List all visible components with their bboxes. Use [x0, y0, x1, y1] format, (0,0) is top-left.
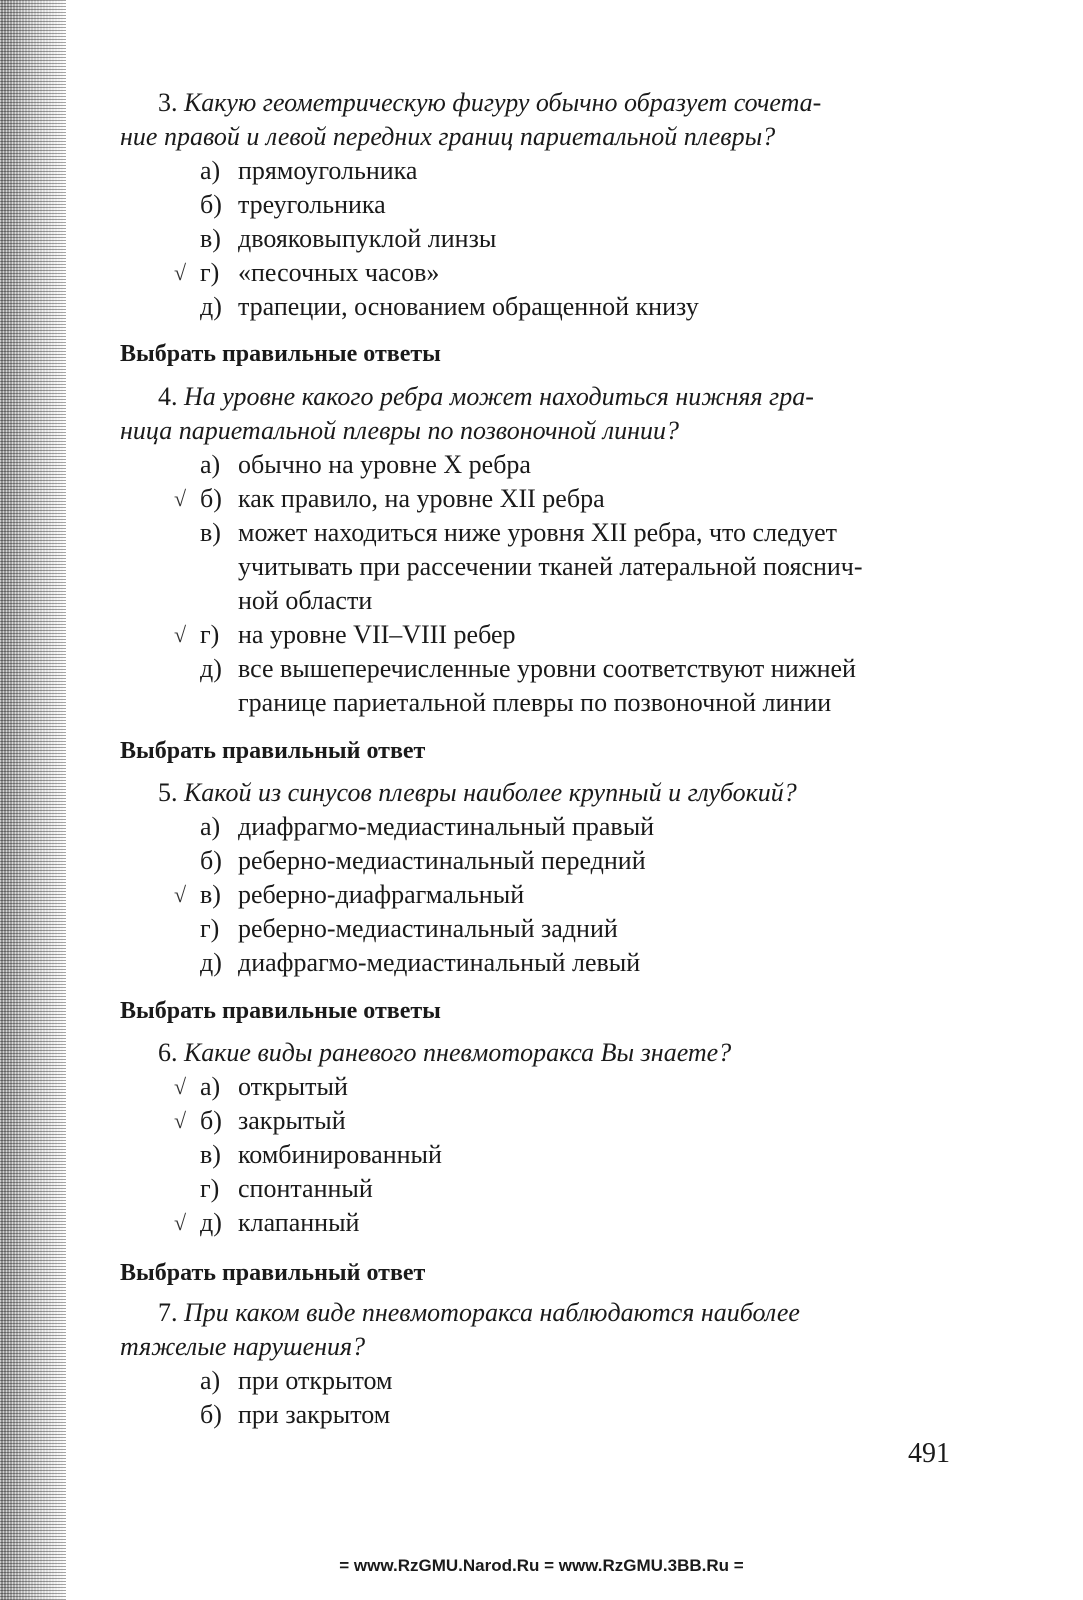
question-4-line-2: ница париетальной плевры по позвоночной линии? — [120, 416, 679, 445]
option-letter: а) — [200, 812, 221, 841]
option-a — [200, 810, 654, 844]
option-letter: д) — [200, 948, 222, 977]
option-letter: а) — [200, 156, 221, 185]
option-text: «песочных часов» — [238, 258, 440, 287]
option-letter: д) — [200, 654, 222, 683]
option-a — [200, 1364, 392, 1398]
option-letter: а) — [200, 1072, 221, 1101]
option-letter: г) — [200, 620, 220, 649]
option-text: трапеции, основанием обращенной книзу — [238, 292, 699, 321]
section-heading: Выбрать правильный ответ — [120, 1260, 426, 1286]
option-text: реберно-медиастинальный передний — [238, 846, 646, 875]
option-text: прямоугольника — [238, 156, 418, 185]
option-d — [174, 1206, 360, 1240]
question-7-line-1 — [158, 1296, 800, 1330]
option-b — [174, 482, 605, 516]
option-g — [200, 912, 618, 946]
option-d — [200, 290, 699, 324]
check-mark: √ — [174, 882, 187, 907]
option-v — [200, 1138, 442, 1172]
option-text: диафрагмо-медиастинальный правый — [238, 812, 655, 841]
page-number: 491 — [908, 1438, 950, 1469]
option-text: обычно на уровне X ребра — [238, 450, 531, 479]
option-text: на уровне VII–VIII ребер — [238, 620, 516, 649]
option-letter: г) — [200, 258, 220, 287]
check-mark: √ — [174, 486, 187, 511]
option-text: при закрытом — [238, 1400, 391, 1429]
question-4-line-1 — [158, 380, 814, 414]
option-v — [200, 222, 496, 256]
option-letter: д) — [200, 1208, 222, 1237]
option-a — [174, 1070, 348, 1104]
option-letter: а) — [200, 450, 221, 479]
section-heading: Выбрать правильные ответы — [120, 998, 441, 1024]
option-text: при открытом — [238, 1366, 393, 1395]
option-b — [200, 188, 386, 222]
option-g — [174, 618, 516, 652]
section-heading: Выбрать правильные ответы — [120, 341, 441, 367]
option-letter: д) — [200, 292, 222, 321]
option-b — [174, 1104, 346, 1138]
option-text: все вышеперечисленные уровни соответствуют нижней — [238, 654, 856, 683]
book-binding-edge — [0, 0, 66, 1600]
option-letter: в) — [200, 1140, 221, 1169]
question-text: Какой из синусов плевры наиболее крупный и глубокий? — [184, 778, 797, 807]
question-number: 4. — [158, 382, 178, 411]
option-letter: в) — [200, 518, 221, 547]
check-mark: √ — [174, 1108, 187, 1133]
option-letter: б) — [200, 190, 222, 219]
question-text: При каком виде пневмоторакса наблюдаются наиболее — [184, 1298, 800, 1327]
question-6-line-1 — [158, 1036, 731, 1070]
question-text: Какие виды раневого пневмоторакса Вы знаете? — [184, 1038, 732, 1067]
check-mark: √ — [174, 1210, 187, 1235]
option-letter: б) — [200, 1400, 222, 1429]
option-g — [174, 256, 440, 290]
option-text: комбинированный — [238, 1140, 442, 1169]
question-7-line-2: тяжелые нарушения? — [120, 1332, 366, 1361]
option-letter: г) — [200, 1174, 220, 1203]
question-text: Какую геометрическую фигуру обычно образует сочета- — [184, 88, 822, 117]
option-b — [200, 844, 646, 878]
option-letter: в) — [200, 224, 221, 253]
option-a — [200, 154, 417, 188]
option-d-continuation: границе париетальной плевры по позвоночной линии — [238, 688, 832, 717]
option-text: треугольника — [238, 190, 386, 219]
question-number: 3. — [158, 88, 178, 117]
question-number: 7. — [158, 1298, 178, 1327]
option-v — [174, 878, 525, 912]
option-text: спонтанный — [238, 1174, 373, 1203]
check-mark: √ — [174, 260, 187, 285]
option-g — [200, 1172, 373, 1206]
option-b — [200, 1398, 390, 1432]
footer-watermark: = www.RzGMU.Narod.Ru = www.RzGMU.3BB.Ru = — [339, 1556, 744, 1575]
option-text: двояковыпуклой линзы — [238, 224, 497, 253]
option-text: диафрагмо-медиастинальный левый — [238, 948, 641, 977]
option-letter: б) — [200, 484, 222, 513]
option-v — [200, 516, 837, 550]
question-3-line-1 — [158, 86, 821, 120]
option-letter: г) — [200, 914, 220, 943]
question-number: 5. — [158, 778, 178, 807]
option-text: реберно-диафрагмальный — [238, 880, 525, 909]
option-text: открытый — [238, 1072, 348, 1101]
option-letter: а) — [200, 1366, 221, 1395]
option-d — [200, 946, 640, 980]
option-a — [200, 448, 531, 482]
section-heading: Выбрать правильный ответ — [120, 738, 426, 764]
question-3-line-2: ние правой и левой передних границ париетальной плевры? — [120, 122, 776, 151]
check-mark: √ — [174, 1074, 187, 1099]
option-text: реберно-медиастинальный задний — [238, 914, 618, 943]
check-mark: √ — [174, 622, 187, 647]
option-text: как правило, на уровне XII ребра — [238, 484, 605, 513]
question-number: 6. — [158, 1038, 178, 1067]
option-d — [200, 652, 856, 686]
option-text: клапанный — [238, 1208, 360, 1237]
option-letter: в) — [200, 880, 221, 909]
option-v-continuation: учитывать при рассечении тканей латеральной пояснич- — [238, 552, 863, 581]
option-letter: б) — [200, 1106, 222, 1135]
question-5-line-1 — [158, 776, 797, 810]
option-v-continuation: ной области — [238, 586, 373, 615]
option-text: может находиться ниже уровня XII ребра, что следует — [238, 518, 838, 547]
option-text: закрытый — [238, 1106, 346, 1135]
question-text: На уровне какого ребра может находиться нижняя гра- — [184, 382, 814, 411]
option-letter: б) — [200, 846, 222, 875]
